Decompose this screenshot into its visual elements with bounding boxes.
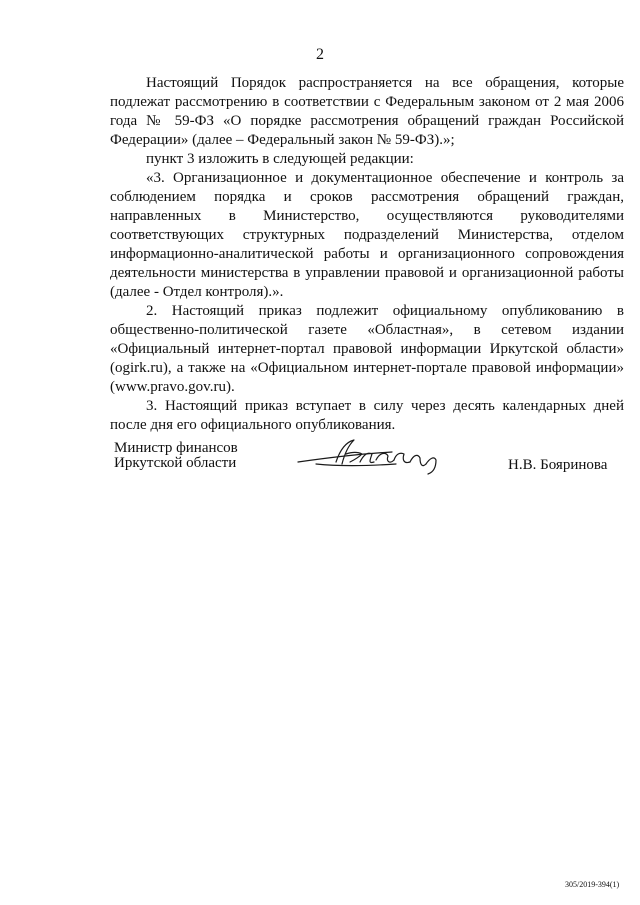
signatory-title-line1: Министр финансов bbox=[114, 440, 238, 456]
paragraph-item3-text: «3. Организационное и документационное обеспечение и контроль за соблюдением порядка и сроков рассмотрения обращений граждан, направленных в Министерство, осуществляются руководителями соответствующих структурных подразделений Министерства, отделом информационно-аналитической работы и организационного сопровождения деятельности министерства в управлении правовой и организационной работы (далее - Отдел контроля).». bbox=[110, 170, 624, 300]
paragraph-item3-intro: пункт 3 изложить в следующей редакции: bbox=[146, 151, 414, 167]
signatory-name: Н.В. Бояринова bbox=[508, 457, 608, 473]
paragraph-publication: 2. Настоящий приказ подлежит официальному опубликованию в общественно-политической газете «Областная», в сетевом издании «Официальный интернет-портал правовой информации Иркутской области» (ogirk.ru), а также на «Официальном интернет-портале правовой информации» (www.pravo.gov.ru). bbox=[110, 303, 624, 395]
document-body bbox=[110, 74, 624, 435]
page-number: 2 bbox=[316, 46, 324, 63]
signatory-title bbox=[114, 441, 238, 471]
handwritten-signature bbox=[296, 432, 456, 478]
paragraph-effective-date: 3. Настоящий приказ вступает в силу через десять календарных дней после дня его официального опубликования. bbox=[110, 398, 624, 433]
signatory-title-line2: Иркутской области bbox=[114, 455, 237, 471]
paragraph-scope: Настоящий Порядок распространяется на все обращения, которые подлежат рассмотрению в соответствии с Федеральным законом от 2 мая 2006 года № 59-ФЗ «О порядке рассмотрения обращений граждан Российской Федерации» (далее – Федеральный закон № 59-ФЗ).»; bbox=[110, 75, 624, 148]
document-code: 305/2019-394(1) bbox=[565, 880, 620, 889]
